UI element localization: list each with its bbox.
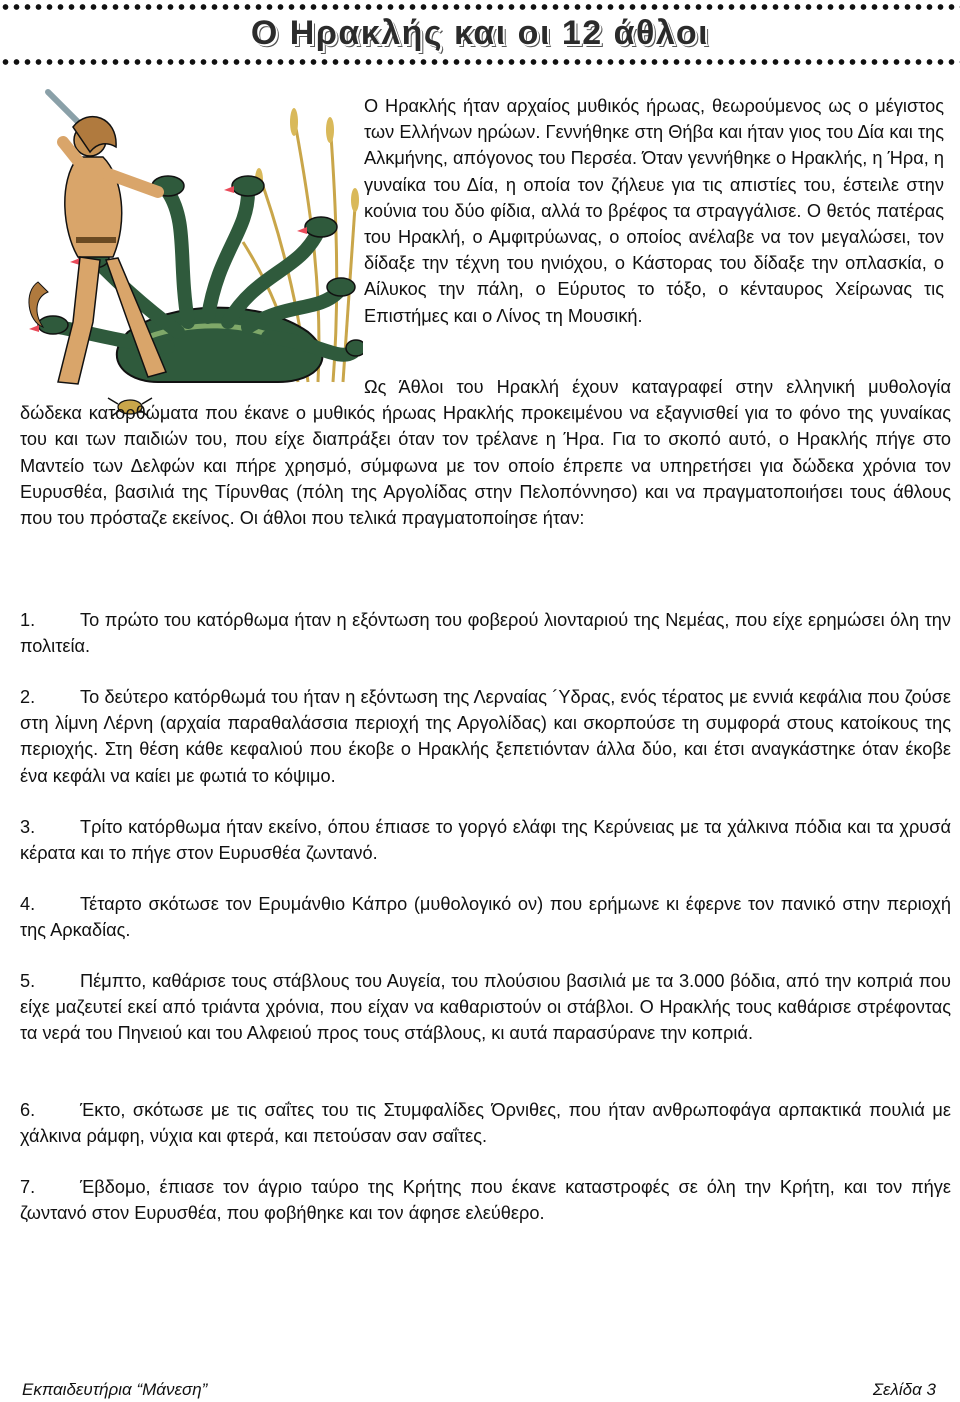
dotted-rule-bottom xyxy=(0,58,960,66)
labor-text: Το πρώτο του κατόρθωμα ήταν η εξόντωση του φοβερού λιονταριού της Νεμέας, που είχε ερημώσει όλη την πολιτεία. xyxy=(20,610,951,657)
footer-page-number: Σελίδα 3 xyxy=(872,1380,936,1399)
labor-text: Το δεύτερο κατόρθωμά του ήταν η εξόντωση της Λερναίας ´Υδρας, ενός τέρατος με εννιά κεφάλια που ζούσε στη λίμνη Λέρνη (αρχαία παραθαλάσσια περιοχή της Αργολίδας) και σκορπούσε τη συμφορά στους κατοίκους της περιοχής. Στη θέση κάθε κεφαλιού που έκοβε ο Ηρακλής ξεπετιόνταν άλλα δύο, και έτσι αναγκάστηκε όταν έκοβε ένα κεφάλι να καίει με φωτιά το κόψιμο. xyxy=(20,687,951,786)
labor-number: 6. xyxy=(20,1100,36,1120)
labor-text: Έκτο, σκότωσε με τις σαΐτες του τις Στυμφαλίδες Όρνιθες, που ήταν ανθρωποφάγα αρπακτικά πουλιά με χάλκινα ράμφη, νύχια και φτερά, και πετούσαν σαν σαΐτες. xyxy=(20,1100,951,1147)
intro-paragraph-1: Ο Ηρακλής ήταν αρχαίος μυθικός ήρωας, θεωρούμενος ως ο μέγιστος των Ελλήνων ηρώων. Γεννήθηκε στη Θήβα και ήταν γιος του Δία και της Αλκμήνης, απόγονος του Περσέα. Όταν γεννήθηκε ο Ηρακλής, η Ήρα, η γυναίκα του Δία, η οποία τον ζήλευε για τις απιστίες του, έστειλε στην κούνια του δύο φίδια, αλλά το βρέφος τα στραγγάλισε. Ο θετός πατέρας του Ηρακλή, ο Αμφιτρύωνας, ο οποίος ανέλαβε να τον μεγαλώσει, τον δίδαξε την τέχνη του ηνιόχου, ο Κάστορας του δίδαξε την οπλασκία, ο Αίλυκος την πάλη, ο Εύρυτος το τόξο, ο κένταυρος Χείρωνας τις Επιστήμες και ο Λίνος τη Μουσική. xyxy=(364,96,944,326)
labor-text: Έβδομο, έπιασε τον άγριο ταύρο της Κρήτης που έκανε καταστροφές σε όλη την Κρήτη, και τον πήγε ζωντανό στον Ευρυσθέα, που φοβήθηκε και τον άφησε ελεύθερο. xyxy=(20,1177,951,1224)
intro-paragraph-2: Ως Άθλοι του Ηρακλή έχουν καταγραφεί στην ελληνική μυθολογία δώδεκα κατορθώματα που έκανε ο μυθικός ήρωας Ηρακλής προκειμένου να εξαγνισθεί για το φόνο της γυναίκας του και των παιδιών του, που είχε διαπράξει όταν τον τρέλανε η Ήρα. Για το σκοπό αυτό, ο Ηρακλής πήγε στο Μαντείο των Δελφών και πήρε χρησμό, σύμφωνα με τον οποίο έπρεπε να υπηρετήσει για δώδεκα χρόνια τον Ευρυσθέα, βασιλιά της Τίρυνθας (πόλη της Αργολίδας στην Πελοπόννησο) και να πραγματοποιήσει τους άθλους που του πρόσταζε εκείνος. Οι άθλοι που τελικά πραγματοποίησε ήταν: xyxy=(20,377,951,529)
labor-item xyxy=(20,684,951,789)
labor-item xyxy=(20,1097,951,1149)
labor-item xyxy=(20,607,951,659)
dotted-rule-top xyxy=(0,3,960,11)
labor-text: Τρίτο κατόρθωμα ήταν εκείνο, όπου έπιασε το γοργό ελάφι της Κερύνειας με τα χάλκινα πόδια και τα χρυσά κέρατα και το πήγε στον Ευρυσθέα ζωντανό. xyxy=(20,817,951,864)
labor-item xyxy=(20,968,951,1047)
labor-number: 2. xyxy=(20,687,36,707)
labor-text: Πέμπτο, καθάρισε τους στάβλους του Αυγεία, του πλούσιου βασιλιά με τα 3.000 βόδια, από την κοπριά που είχε μαζευτεί εκεί από τριάντα χρόνια, που είχαν να καθαριστούν οι στάβλοι. Ο Ηρακλής τους καθάρισε στρέφοντας τα νερά του Πηνειού και του Αλφειού προς τους στάβλους, κι αυτά παρασύρανε την κοπριά. xyxy=(20,971,951,1044)
footer-school-name: Εκπαιδευτήρια “Μάνεση” xyxy=(22,1380,208,1399)
labor-text: Τέταρτο σκότωσε τον Ερυμάνθιο Κάπρο (μυθολογικό ον) που ερήμωνε κι έφερνε τον πανικό στην περιοχή της Αρκαδίας. xyxy=(20,894,951,941)
labor-number: 7. xyxy=(20,1177,36,1197)
page-title: Ο Ηρακλής και οι 12 άθλοι xyxy=(250,14,710,52)
labor-number: 1. xyxy=(20,610,36,630)
labor-item xyxy=(20,814,951,866)
labor-number: 5. xyxy=(20,971,36,991)
labor-number: 4. xyxy=(20,894,36,914)
labor-item xyxy=(20,891,951,943)
labor-number: 3. xyxy=(20,817,36,837)
labor-item xyxy=(20,1174,951,1226)
